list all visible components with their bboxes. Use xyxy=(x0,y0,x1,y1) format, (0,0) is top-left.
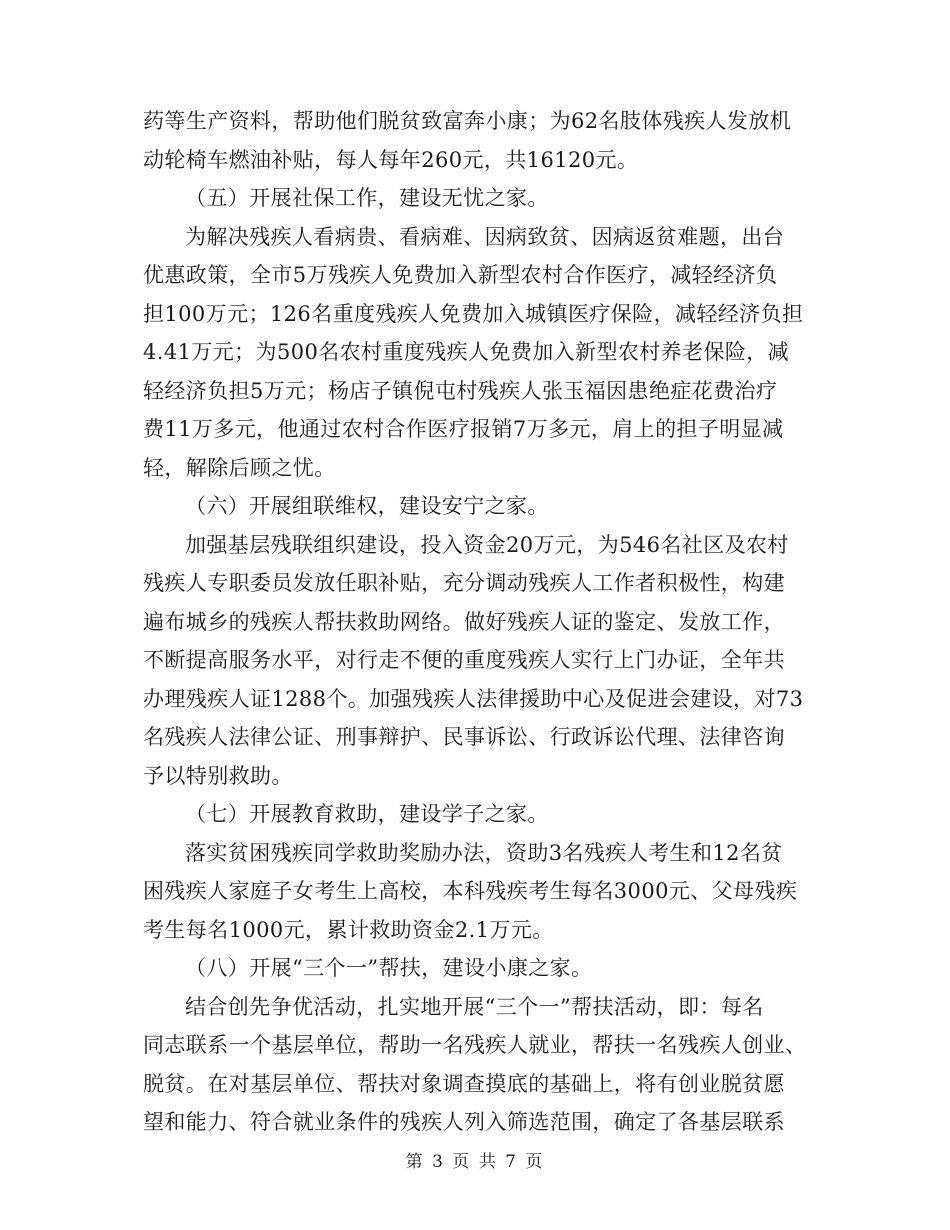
paragraph-line: 脱贫。在对基层单位、帮扶对象调查摸底的基础上，将有创业脱贫愿 xyxy=(143,1071,785,1096)
paragraph-line: 困残疾人家庭子女考生上高校，本科残疾考生每名3000元、父母残疾 xyxy=(143,879,798,903)
paragraph-line: 名残疾人法律公证、刑事辩护、民事诉讼、行政诉讼代理、法律咨询 xyxy=(143,725,785,749)
paragraph-line: 不断提高服务水平，对行走不便的重度残疾人实行上门办证，全年共 xyxy=(143,648,785,672)
section-heading: （八）开展“三个一”帮扶，建设小康之家。 xyxy=(185,956,593,980)
paragraph-line: 轻经济负担5万元；杨店子镇倪屯村残疾人张玉福因患绝症花费治疗 xyxy=(143,378,778,403)
paragraph-line: 考生每名1000元，累计救助资金2.1万元。 xyxy=(143,917,554,942)
paragraph-line: 费11万多元，他通过农村合作医疗报销7万多元，肩上的担子明显减 xyxy=(143,417,784,441)
paragraph-line: 办理残疾人证1288个。加强残疾人法律援助中心及促进会建设，对73 xyxy=(143,686,804,711)
section-heading: （六）开展组联维权，建设安宁之家。 xyxy=(185,494,549,518)
page-footer: 第 3 页 共 7 页 xyxy=(405,1152,545,1172)
paragraph-line: 残疾人专职委员发放任职补贴，充分调动残疾人工作者积极性，构建 xyxy=(143,571,785,595)
paragraph-line: 望和能力、符合就业条件的残疾人列入筛选范围，确定了各基层联系 xyxy=(143,1110,785,1134)
paragraph-first-line: 为解决残疾人看病贵、看病难、因病致贫、因病返贫难题，出台 xyxy=(185,224,785,249)
paragraph-first-line: 落实贫困残疾同学救助奖励办法，资助3名残疾人考生和12名贫 xyxy=(185,840,783,865)
paragraph-first-line: 结合创先争优活动，扎实地开展“三个一”帮扶活动，即：每名 xyxy=(185,994,764,1019)
paragraph-line: 药等生产资料，帮助他们脱贫致富奔小康；为62名肢体残疾人发放机 xyxy=(143,109,792,133)
paragraph-line: 担100万元；126名重度残疾人免费加入城镇医疗保险，减轻经济负担 xyxy=(143,301,804,326)
paragraph-line: 优惠政策，全市5万残疾人免费加入新型农村合作医疗，减轻经济负 xyxy=(143,263,778,287)
paragraph-line: 同志联系一个基层单位，帮助一名残疾人就业，帮扶一名残疾人创业、 xyxy=(143,1033,807,1057)
paragraph-line: 轻，解除后顾之忧。 xyxy=(143,455,336,480)
paragraph-first-line: 加强基层残联组织建设，投入资金20万元，为546名社区及农村 xyxy=(185,532,789,557)
paragraph-line: 予以特别救助。 xyxy=(143,763,293,788)
section-heading: （五）开展社保工作，建设无忧之家。 xyxy=(185,186,549,210)
document-body xyxy=(143,102,807,1142)
paragraph-line: 遍布城乡的残疾人帮扶救助网络。做好残疾人证的鉴定、发放工作， xyxy=(143,609,785,634)
paragraph-line: 4.41万元；为500名农村重度残疾人免费加入新型农村养老保险，减 xyxy=(143,340,790,364)
paragraph-line: 动轮椅车燃油补贴，每人每年260元，共16120元。 xyxy=(143,147,639,172)
section-heading: （七）开展教育救助，建设学子之家。 xyxy=(185,802,549,826)
